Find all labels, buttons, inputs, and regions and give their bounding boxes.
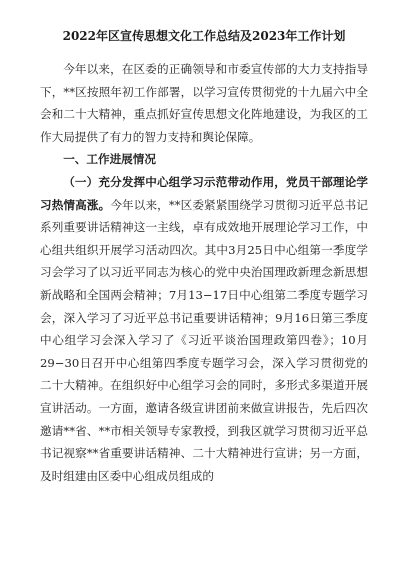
subsection-heading: （一）充分发挥中心组学习示范带动作用，党员干部理论学习热情高涨。 [40,174,368,212]
intro-paragraph: 今年以来，在区委的正确领导和市委宣传部的大力支持指导下，**区按照年初工作部署，以学习宣传贯彻党的十九届六中全会和二十大精神，重点抓好宣传思想文化阵地建设，为我区的工作大局提供了有力的智力支持和舆论保障。 [40,62,368,144]
document-title: 2022年区宣传思想文化工作总结及2023年工作计划 [62,29,346,43]
document-body [40,58,368,487]
subsection-body-text: 今年以来，**区委紧紧围绕学习贯彻习近平总书记系列重要讲话精神这一主线，卓有成效地开展理论学习工作，中心组共组织开展学习活动四次。其中3月25日中心组第一季度学习会学习了以习近平同志为核心的党中央治国理政新理念新思想新战略和全国两会精神；7月13−17日中心组第二季度专题学习会，深入学习了习近平总书记重要讲话精神；9月16日第三季度中心组学习会深入学习了《习近平谈治国理政第四卷》；10月29−30日召开中心组第四季度专题学习会，深入学习贯彻党的二十大精神。在组织好中心组学习会的同时，多形式多渠道开展宣讲活动。一方面，邀请各级宣讲团前来做宣讲报告，先后四次邀请**省、**市相关领导专家教授，到我区就学习贯彻习近平总书记视察**省重要讲话精神、二十大精神进行宣讲；另一方面，及时组建由区委中心组成员组成的 [40,197,368,483]
subsection-paragraph [40,171,368,487]
section-heading-work-progress: 一、工作进展情况 [63,152,156,167]
